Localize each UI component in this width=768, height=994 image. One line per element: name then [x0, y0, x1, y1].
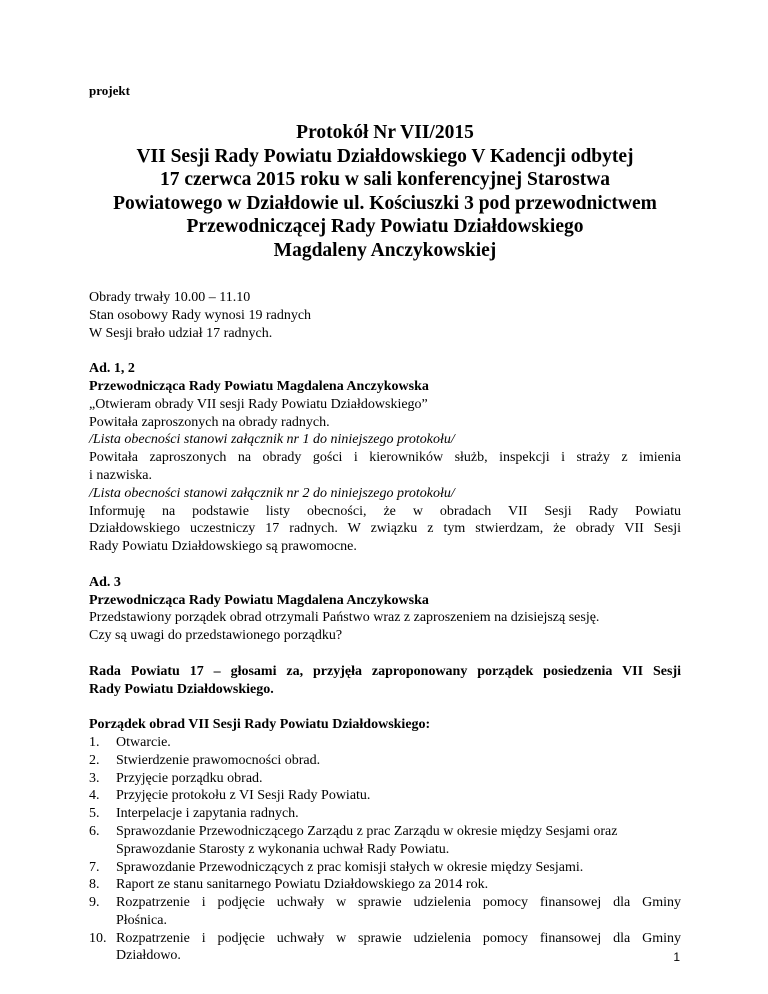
- ad12-opening: „Otwieram obrady VII sesji Rady Powiatu Działdowskiego”: [89, 396, 428, 412]
- ad12-inform: Działdowskiego uczestniczy 17 radnych. W związku z tym stwierdzam, że obrady VII Sesji: [89, 521, 681, 537]
- agenda-item: 2. Stwierdzenie prawomocności obrad.: [89, 752, 321, 768]
- attendance: W Sesji brało udział 17 radnych.: [89, 325, 273, 341]
- ad3-speaker: Przewodnicząca Rady Powiatu Magdalena Anczykowska: [89, 592, 429, 608]
- title-line: 17 czerwca 2015 roku w sali konferencyjnej Starostwa: [159, 169, 611, 190]
- agenda-item: 6. Sprawozdanie Przewodniczącego Zarządu z prac Zarządu w okresie między Sesjami oraz Sprawozdanie Starosty z wykonania uchwał Rady Powiatu.: [89, 823, 618, 857]
- resolution-text: Rady Powiatu Działdowskiego.: [89, 681, 274, 697]
- ad3-text: Przedstawiony porządek obrad otrzymali Państwo wraz z zaproszeniem na dzisiejszą sesję.: [89, 610, 600, 626]
- agenda-item: 3. Przyjęcie porządku obrad.: [89, 770, 263, 786]
- agenda-heading: Porządek obrad VII Sesji Rady Powiatu Działdowskiego:: [89, 717, 431, 733]
- ad12-speaker: Przewodnicząca Rady Powiatu Magdalena Anczykowska: [89, 378, 429, 394]
- project-label: projekt: [89, 83, 130, 98]
- title-line: Protokół Nr VII/2015: [296, 122, 474, 143]
- title-line: VII Sesji Rady Powiatu Działdowskiego V Kadencji odbytej: [136, 145, 634, 167]
- document-title: [79, 121, 691, 262]
- title-line: Magdaleny Anczykowskiej: [273, 239, 497, 261]
- ad12-greeting-guests: Powitała zaproszonych na obrady gości i kierowników służb, inspekcji i straży z imienia: [89, 450, 681, 466]
- agenda-item: 10. Rozpatrzenie i podjęcie uchwały w sprawie udzielenia pomocy finansowej dla Gminy Działdowo.: [89, 930, 681, 964]
- agenda-item: 8. Raport ze stanu sanitarnego Powiatu Działdowskiego za 2014 rok.: [89, 877, 489, 893]
- ad12-inform: Informuję na podstawie listy obecności, że w obradach VII Sesji Rady Powiatu: [89, 503, 681, 519]
- ad3-text: Czy są uwagi do przedstawionego porządku?: [89, 628, 343, 644]
- agenda-list: [89, 734, 681, 965]
- ad12-inform: Rady Powiatu Działdowskiego są prawomocne.: [89, 539, 357, 555]
- ad3-heading: Ad. 3: [89, 574, 121, 590]
- ad12-note: /Lista obecności stanowi załącznik nr 1 do niniejszego protokołu/: [89, 432, 455, 448]
- ad12-greeting: Powitała zaproszonych na obrady radnych.: [89, 414, 330, 430]
- ad12-heading: Ad. 1, 2: [89, 361, 135, 377]
- agenda-item: 7. Sprawozdanie Przewodniczących z prac komisji stałych w okresie między Sesjami.: [89, 859, 584, 875]
- page-number: 1: [673, 950, 680, 964]
- session-time: Obrady trwały 10.00 – 11.10: [89, 290, 251, 305]
- agenda-item: 5. Interpelacje i zapytania radnych.: [89, 806, 299, 822]
- agenda-item: 4. Przyjęcie protokołu z VI Sesji Rady Powiatu.: [89, 788, 371, 804]
- ad12-greeting-guests-cont: i nazwiska.: [89, 467, 152, 483]
- ad12-note: /Lista obecności stanowi załącznik nr 2 do niniejszego protokołu/: [89, 485, 455, 501]
- agenda-item: 1. Otwarcie.: [89, 734, 171, 750]
- agenda-item: 9. Rozpatrzenie i podjęcie uchwały w sprawie udzielenia pomocy finansowej dla Gminy Płośnica.: [89, 895, 681, 928]
- council-members: Stan osobowy Rady wynosi 19 radnych: [89, 307, 312, 323]
- title-line: Przewodniczącej Rady Powiatu Działdowskiego: [186, 216, 584, 237]
- title-line: Powiatowego w Działdowie ul. Kościuszki 3 pod przewodnictwem: [113, 192, 657, 214]
- document-body: [89, 289, 681, 965]
- resolution-text: Rada Powiatu 17 – głosami za, przyjęła zaproponowany porządek posiedzenia VII Sesji: [89, 663, 681, 679]
